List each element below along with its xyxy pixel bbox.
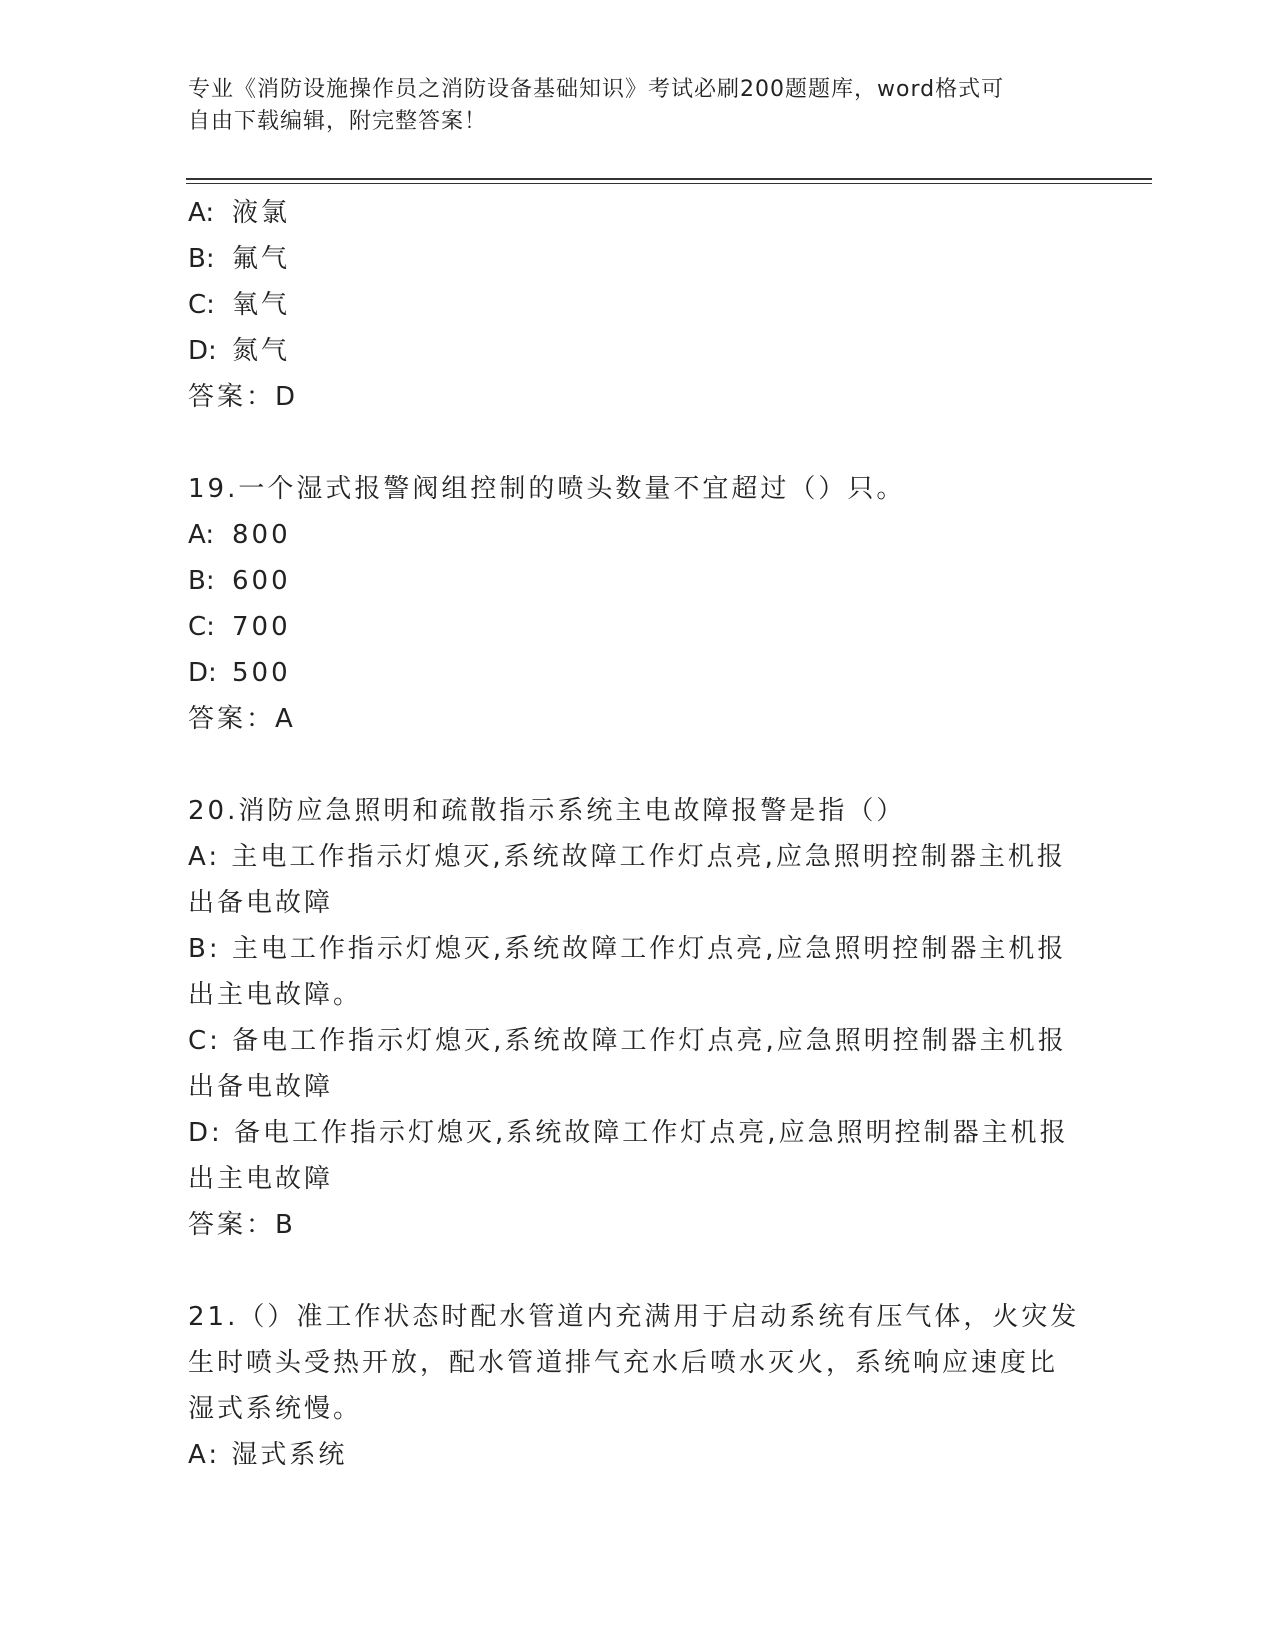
option-b-line-1: B: 主电工作指示灯熄灭,系统故障工作灯点亮,应急照明控制器主机报 [188, 934, 1067, 964]
answer-19: 答案：A [188, 704, 296, 734]
option-a-line-1: A: 主电工作指示灯熄灭,系统故障工作灯点亮,应急照明控制器主机报 [188, 842, 1066, 872]
option-c-line-2: 出备电故障 [188, 1072, 334, 1102]
option-c: C: 氧气 [188, 290, 291, 320]
header-line-1: 专业《消防设施操作员之消防设备基础知识》考试必刷200题题库，word格式可 [188, 77, 1005, 102]
question-21-line-1: 21.（）准工作状态时配水管道内充满用于启动系统有压气体，火灾发 [188, 1302, 1080, 1332]
header-rule-thick [186, 178, 1152, 180]
question-21-line-3: 湿式系统慢。 [188, 1394, 363, 1424]
header-rule-thin [186, 183, 1152, 184]
option-d-line-1: D: 备电工作指示灯熄灭,系统故障工作灯点亮,应急照明控制器主机报 [188, 1118, 1069, 1148]
option-b: B: 氟气 [188, 244, 291, 274]
option-b: B: 600 [188, 566, 291, 596]
option-d: D: 500 [188, 658, 291, 688]
question-21-line-2: 生时喷头受热开放，配水管道排气充水后喷水灭火，系统响应速度比 [188, 1348, 1059, 1378]
option-a: A: 液氯 [188, 198, 291, 228]
option-a-line-2: 出备电故障 [188, 888, 334, 918]
header-line-2: 自由下载编辑，附完整答案！ [188, 109, 488, 134]
option-b-line-2: 出主电故障。 [188, 980, 363, 1010]
question-19: 19.一个湿式报警阀组控制的喷头数量不宜超过（）只。 [188, 474, 906, 504]
document-header [188, 74, 1088, 138]
question-20: 20.消防应急照明和疏散指示系统主电故障报警是指（） [188, 796, 906, 826]
option-c: C: 700 [188, 612, 291, 642]
answer-20: 答案：B [188, 1210, 296, 1240]
option-d: D: 氮气 [188, 336, 291, 366]
option-a: A: 800 [188, 520, 291, 550]
answer-18: 答案：D [188, 382, 299, 412]
option-a: A: 湿式系统 [188, 1440, 348, 1470]
option-c-line-1: C: 备电工作指示灯熄灭,系统故障工作灯点亮,应急照明控制器主机报 [188, 1026, 1067, 1056]
option-d-line-2: 出主电故障 [188, 1164, 334, 1194]
document-body [188, 190, 1088, 1478]
